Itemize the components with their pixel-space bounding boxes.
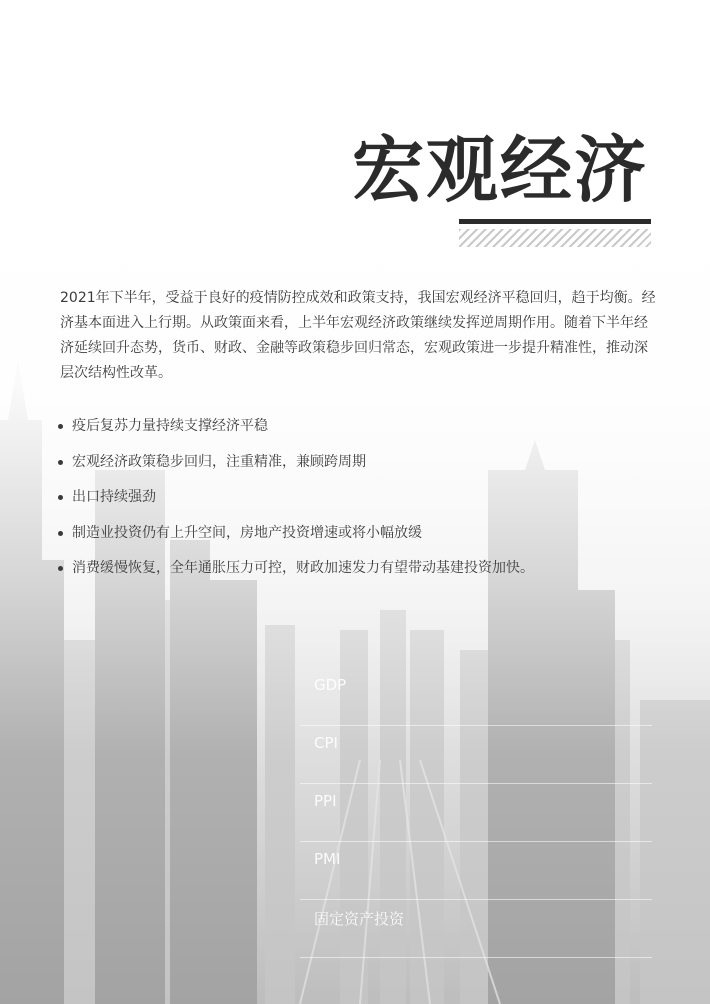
indicator-ppi: PPI bbox=[300, 784, 652, 842]
list-item: 宏观经济政策稳步回归，注重精准，兼顾跨周期 bbox=[58, 450, 678, 486]
indicator-list bbox=[300, 668, 652, 958]
list-item: 消费缓慢恢复，全年通胀压力可控，财政加速发力有望带动基建投资加快。 bbox=[58, 556, 678, 592]
list-item: 制造业投资仍有上升空间，房地产投资增速或将小幅放缓 bbox=[58, 521, 678, 557]
bullet-dot-icon bbox=[58, 460, 63, 465]
list-item: 出口持续强劲 bbox=[58, 485, 678, 521]
bullet-dot-icon bbox=[58, 424, 63, 429]
title-underline bbox=[459, 219, 651, 224]
bullet-dot-icon bbox=[58, 495, 63, 500]
title-hatch-decoration bbox=[459, 229, 651, 247]
list-item: 疫后复苏力量持续支撑经济平稳 bbox=[58, 414, 678, 450]
intro-paragraph: 2021年下半年，受益于良好的疫情防控成效和政策支持，我国宏观经济平稳回归，趋于均衡。经济基本面进入上行期。从政策面来看，上半年宏观经济政策继续发挥逆周期作用。随着下半年经济延续回升态势，货币、财政、金融等政策稳步回归常态，宏观政策进一步提升精准性，推动深层次结构性改革。 bbox=[60, 290, 656, 381]
indicator-pmi: PMI bbox=[300, 842, 652, 900]
indicator-cpi: CPI bbox=[300, 726, 652, 784]
indicator-gdp: GDP bbox=[300, 668, 652, 726]
key-points-list bbox=[58, 414, 678, 592]
indicator-fixed-asset-investment: 固定资产投资 bbox=[300, 900, 652, 958]
bullet-dot-icon bbox=[58, 566, 63, 571]
page-title: 宏观经济 bbox=[351, 128, 648, 212]
bullet-dot-icon bbox=[58, 531, 63, 536]
